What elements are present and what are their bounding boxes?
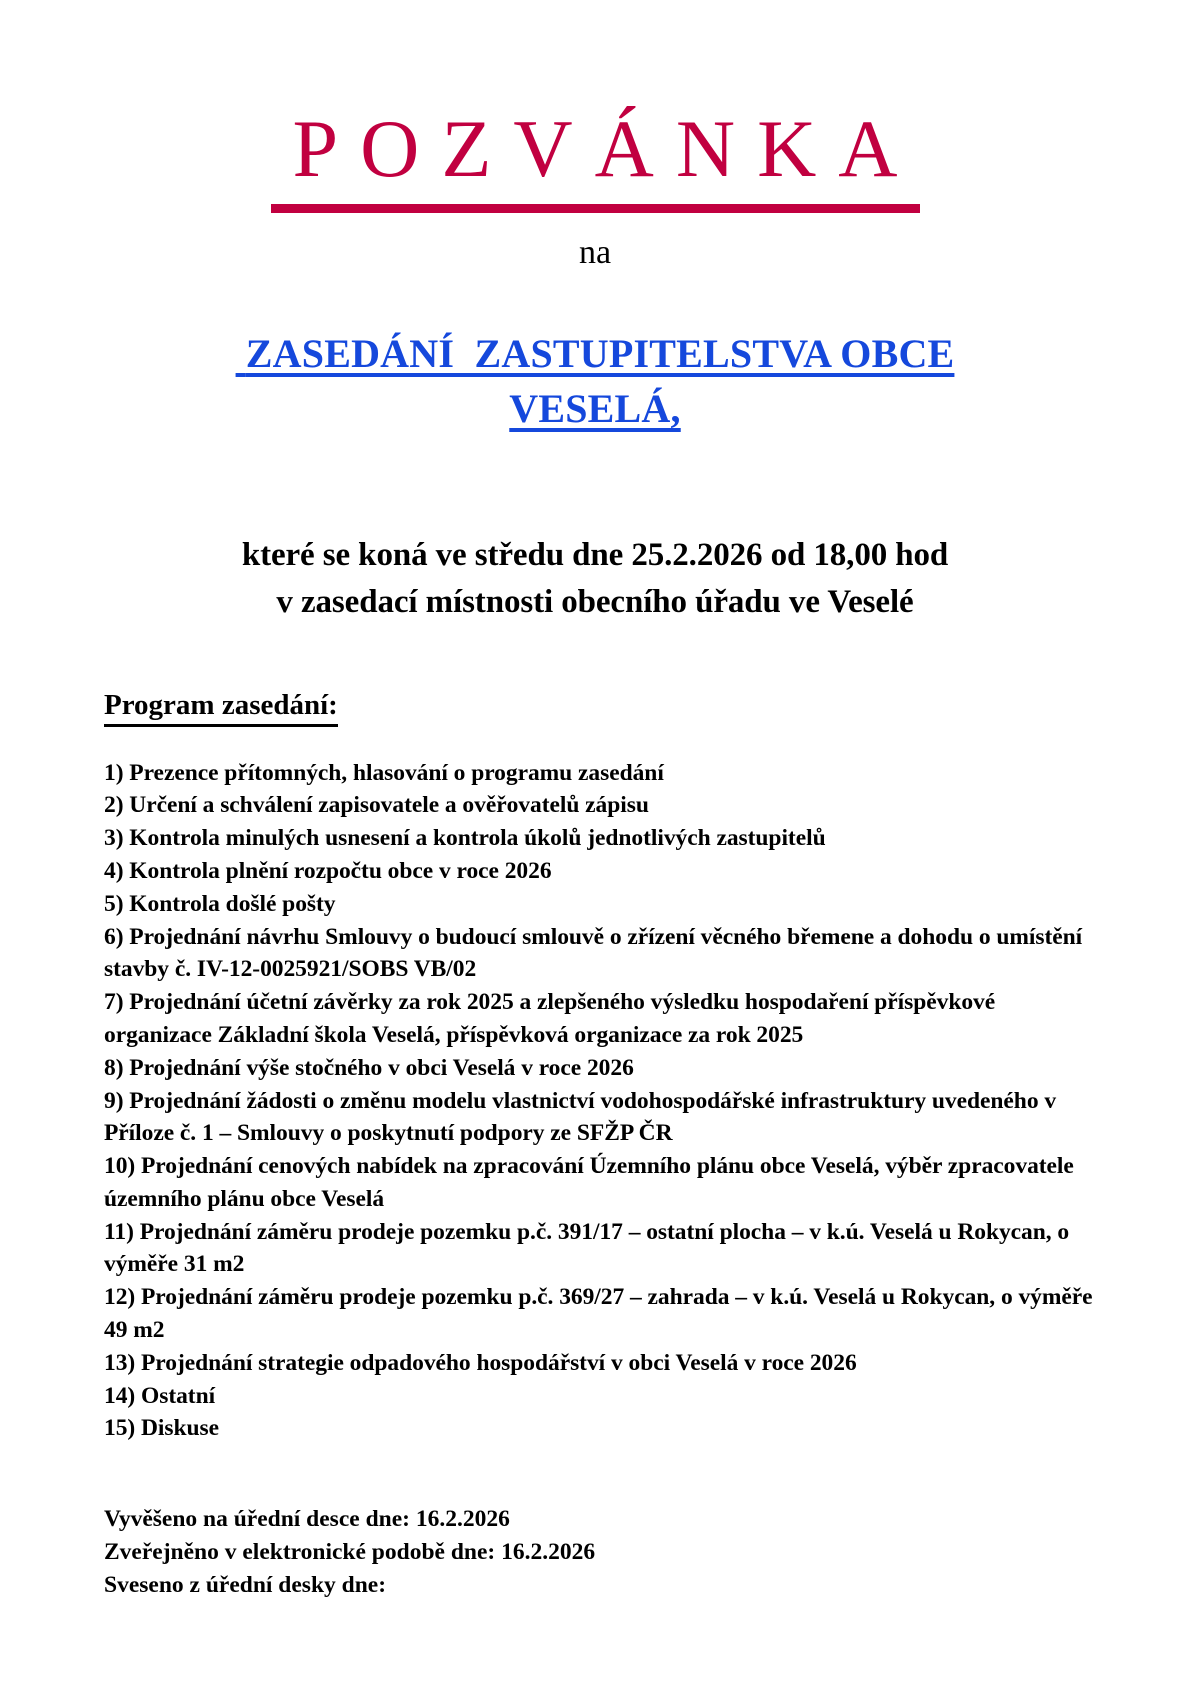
meeting-datetime: které se koná ve středu dne 25.2.2026 od 18,00 hod (241, 537, 949, 574)
meeting-details (0, 532, 1190, 626)
list-item: 9) Projednání žádosti o změnu modelu vlastnictví vodohospodářské infrastruktury uvedeného v Příloze č. 1 – Smlouvy o poskytnutí podpory ze SFŽP ČR (104, 1087, 1057, 1147)
list-item: 15) Diskuse (104, 1415, 220, 1442)
list-item: 6) Projednání návrhu Smlouvy o budoucí smlouvě o zřízení věcného břemene a dohodu o umístění stavby č. IV-12-0025921/SOBS VB/02 (104, 923, 1083, 983)
page-title: POZVÁNKA (271, 108, 920, 213)
list-item: 10) Projednání cenových nabídek na zpracování Územního plánu obce Veselá, výběr zpracovatele územního plánu obce Veselá (104, 1153, 1074, 1212)
list-item: 12) Projednání záměru prodeje pozemku p.č. 369/27 – zahrada – v k.ú. Veselá u Rokycan, o výměře 49 m2 (104, 1284, 1093, 1343)
title-connector: na (578, 234, 612, 271)
list-item: 4) Kontrola plnění rozpočtu obce v roce 2026 (104, 858, 552, 885)
meeting-location: v zasedací místnosti obecního úřadu ve Veselé (276, 584, 914, 621)
published-electronic-date: Zveřejněno v elektronické podobě dne: 16.2.2026 (104, 1538, 596, 1565)
program-list (104, 757, 1104, 1445)
subtitle-line-2: VESELÁ, (509, 385, 681, 431)
list-item: 1) Prezence přítomných, hlasování o programu zasedání (104, 759, 664, 786)
posted-date: Vyvěšeno na úřední desce dne: 16.2.2026 (104, 1506, 510, 1533)
footer-block (104, 1503, 1190, 1602)
list-item: 5) Kontrola došlé pošty (104, 890, 336, 917)
removal-date: Sveseno z úřední desky dne: (104, 1571, 387, 1598)
list-item: 2) Určení a schválení zapisovatele a ověřovatelů zápisu (104, 792, 649, 819)
list-item: 7) Projednání účetní závěrky za rok 2025 a zlepšeného výsledku hospodaření příspěvkové organizace Základní škola Veselá, příspěvková organizace za rok 2025 (104, 989, 996, 1048)
list-item: 13) Projednání strategie odpadového hospodářství v obci Veselá v roce 2026 (104, 1349, 857, 1376)
subtitle-block (0, 326, 1190, 436)
title-block (0, 0, 1190, 274)
subtitle-line-1: ZASEDÁNÍ ZASTUPITELSTVA OBCE (235, 330, 955, 376)
list-item: 3) Kontrola minulých usnesení a kontrola úkolů jednotlivých zastupitelů (104, 825, 826, 852)
list-item: 14) Ostatní (104, 1382, 216, 1409)
list-item: 8) Projednání výše stočného v obci Veselá v roce 2026 (104, 1054, 634, 1081)
program-heading-wrap (0, 626, 1190, 727)
list-item: 11) Projednání záměru prodeje pozemku p.č. 391/17 – ostatní plocha – v k.ú. Veselá u Rokycan, o výměře 31 m2 (104, 1218, 1070, 1278)
program-heading: Program zasedání: (104, 688, 338, 727)
